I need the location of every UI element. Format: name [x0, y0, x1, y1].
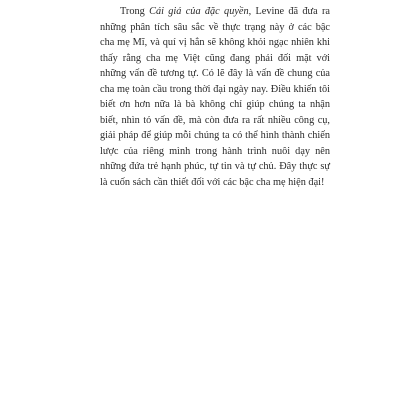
paragraph-body: , Levine đã đưa ra những phân tích sâu sắc về thực trạng này ở các bậc cha mẹ Mĩ, và quí vị hẳn sẽ không khỏi ngạc nhiên khi thấy rằng cha mẹ Việt cũng đang phải đối mặt với những vấn đề tương tự. Có lẽ đây là vấn đề chung của cha mẹ toàn cầu trong thời đại ngày nay. Điều khiến tôi biết ơn hơn nữa là bà không chỉ giúp chúng ta nhận biết, nhìn tỏ vấn đề, mà còn đưa ra rất nhiều công cụ, giải pháp để giúp mỗi chúng ta có thể hình thành chiến lược của riêng mình trong hành trình nuôi dạy nên những đứa trẻ hạnh phúc, tự tin và tự chủ. Đây thực sự là cuốn sách cần thiết đối với các bậc cha mẹ hiện đại! [100, 6, 330, 188]
body-paragraph [100, 4, 330, 190]
paragraph-lead: Trong [120, 6, 150, 17]
book-title: Cái giá của đặc quyền [149, 6, 249, 17]
